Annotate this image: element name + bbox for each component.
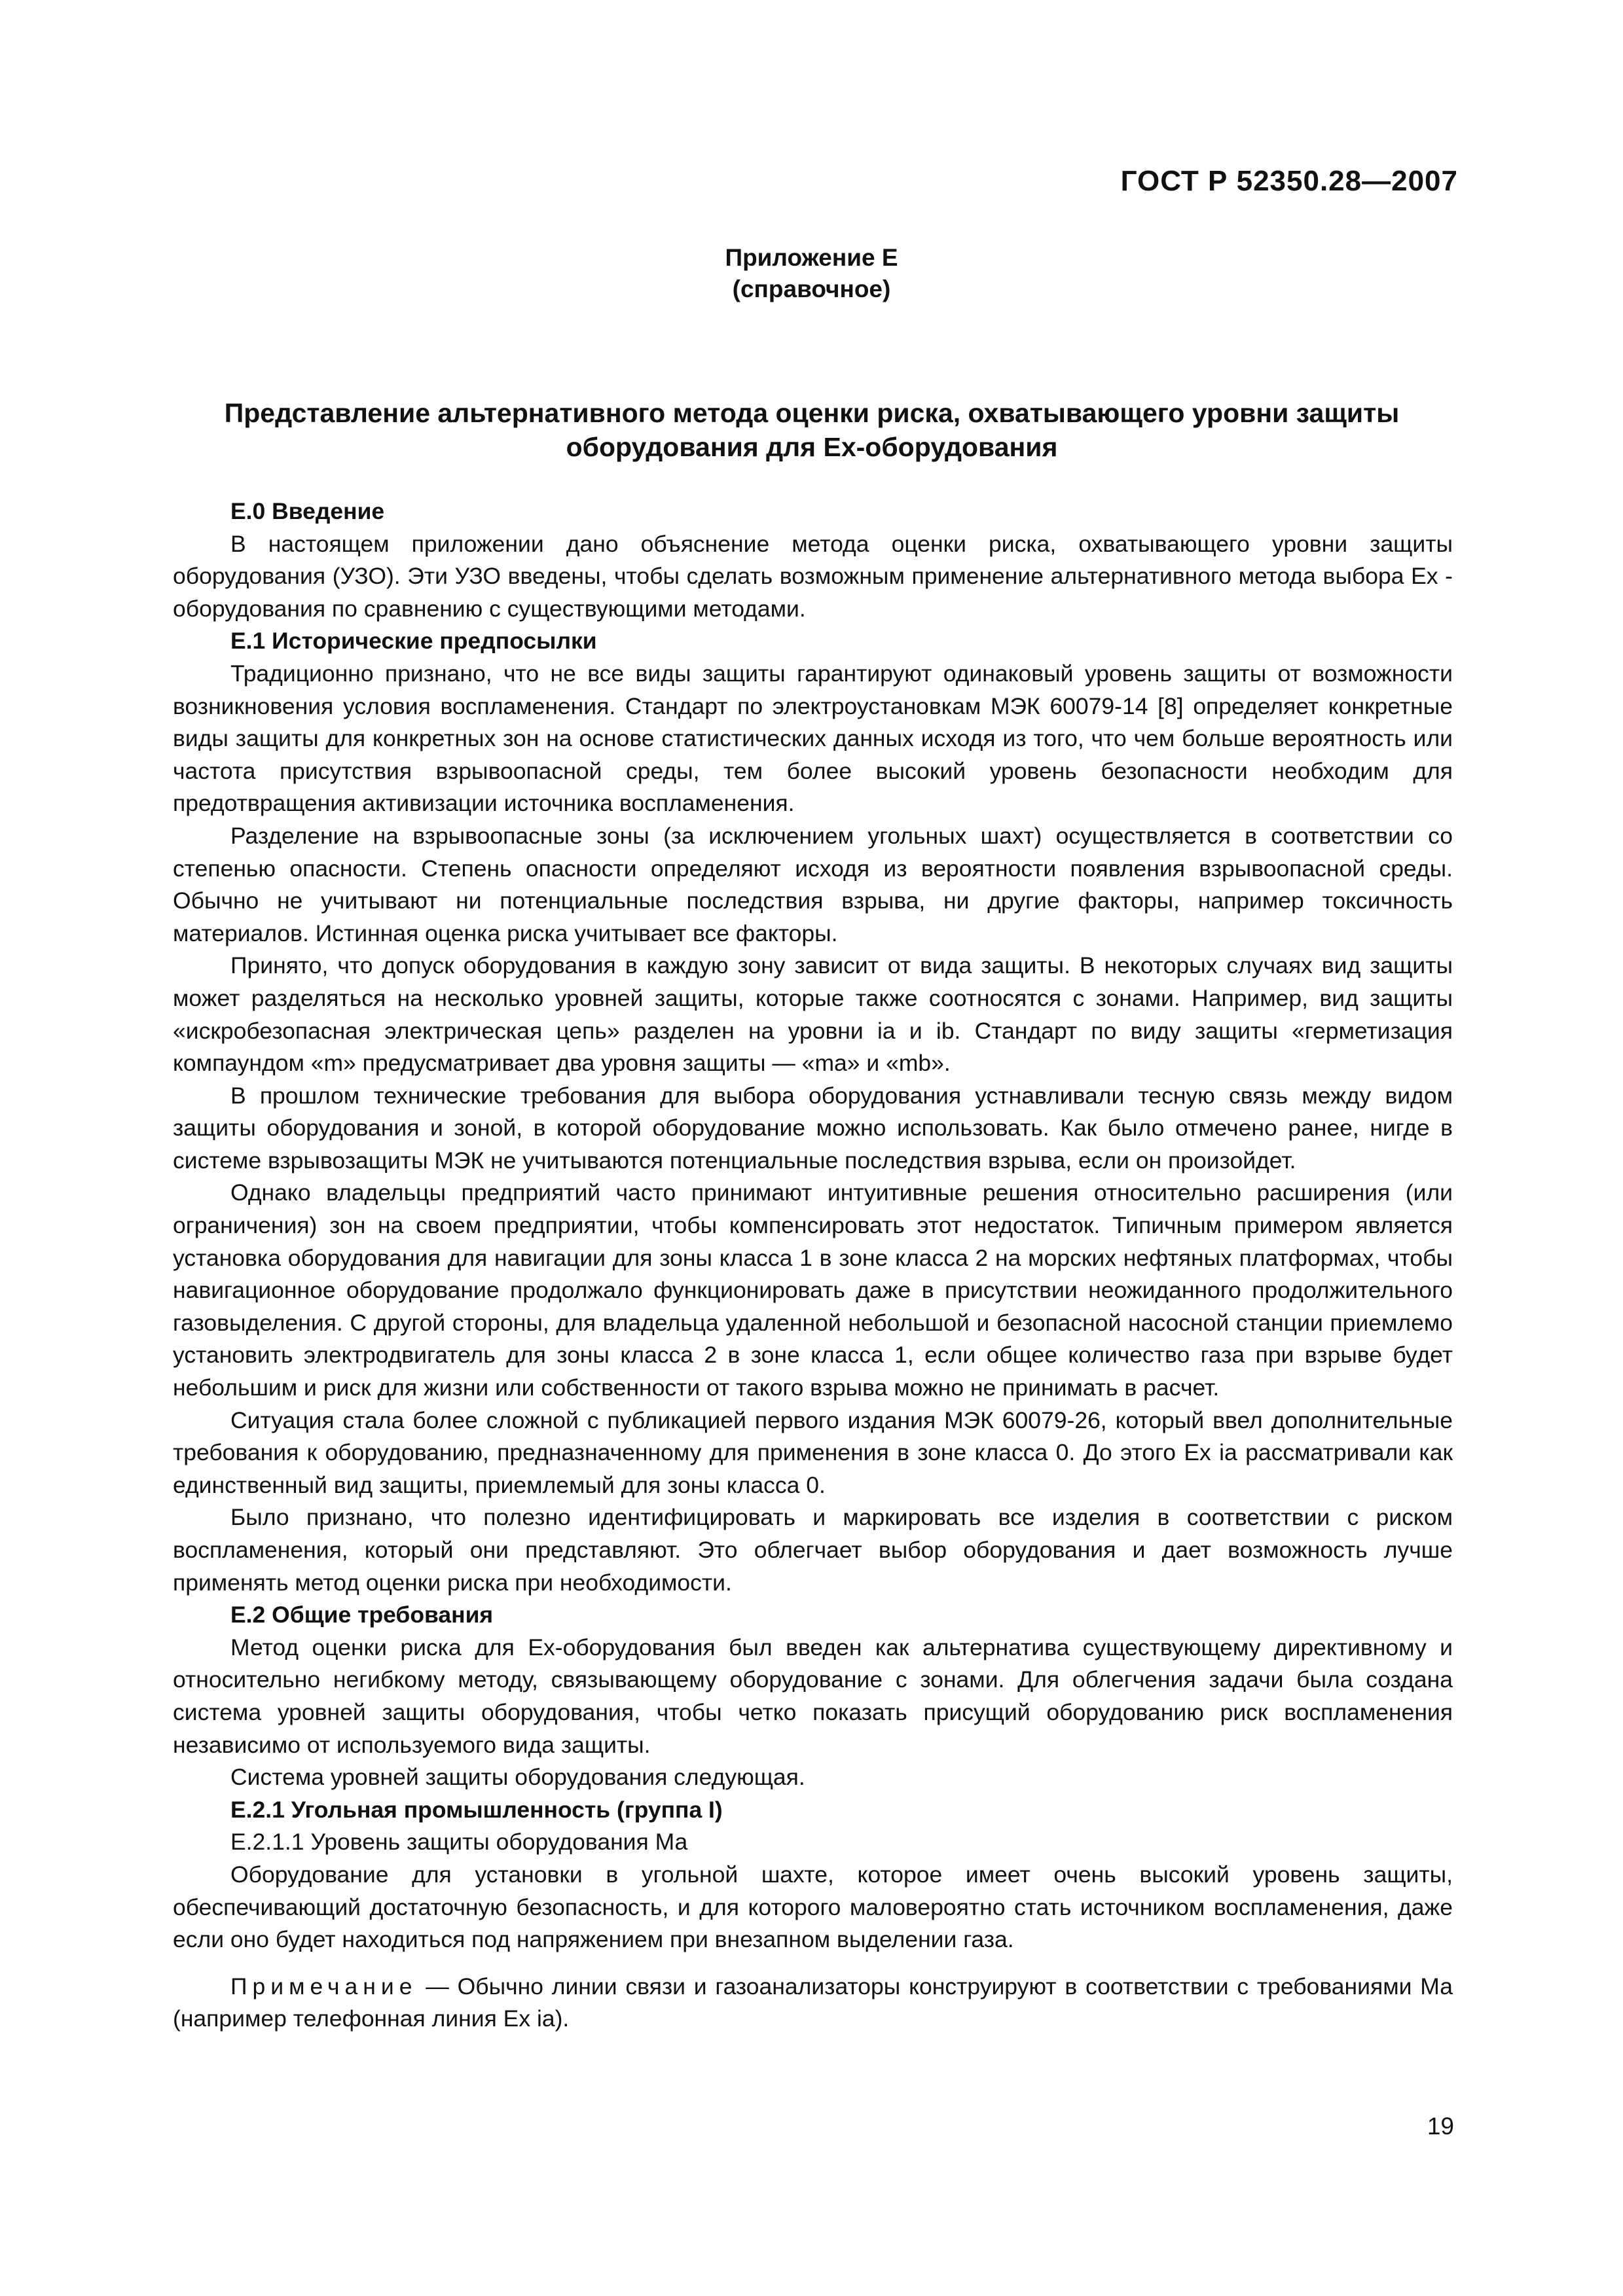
appendix-title-line-1: Представление альтернативного метода оценки риска, охватывающего уровни защиты	[224, 398, 1400, 428]
page-number: 19	[1427, 2113, 1454, 2140]
appendix-title-line-2: оборудования для Ех-оборудования	[566, 432, 1058, 462]
section-heading-e0: Е.0 Введение	[230, 498, 385, 524]
note-text: — Обычно линии связи и газоанализаторы конструируют в соответствии с требованиями Ма (например телефонная линия Ex ia).	[173, 1973, 1453, 2032]
section-heading-e21: Е.2.1 Угольная промышленность (группа I)	[230, 1796, 723, 1823]
paragraph: Было признано, что полезно идентифицировать и маркировать все изделия в соответствии с риском воспламенения, который они представляют. Это облегчает выбор оборудования и дает возможность лучше применять метод оценки риска при необходимости.	[173, 1504, 1453, 1596]
paragraph: Разделение на взрывоопасные зоны (за исключением угольных шахт) осуществляется в соответствии со степенью опасности. Степень опасности определяют исходя из вероятности появления взрывоопасной среды. Обычно не учитывают ни потенциальные последствия взрыва, ни другие факторы, например токсичность материалов. Истинная оценка риска учитывает все факторы.	[173, 822, 1453, 946]
document-code: ГОСТ Р 52350.28—2007	[1120, 165, 1458, 197]
note	[173, 1971, 1453, 2036]
paragraph: Традиционно признано, что не все виды защиты гарантируют одинаковый уровень защиты от возможности возникновения условия воспламенения. Стандарт по электроустановкам МЭК 60079-14 [8] определяет конкретные виды защиты для конкретных зон на основе статистических данных исходя из того, что чем больше вероятность или частота присутствия взрывоопасной среды, тем более высокий уровень безопасности необходим для предотвращения активизации источника воспламенения.	[173, 660, 1453, 817]
appendix-title	[196, 396, 1427, 464]
note-label: Примечание	[230, 1973, 418, 2000]
section-heading-e2: Е.2 Общие требования	[230, 1602, 494, 1628]
document-body	[173, 495, 1453, 2036]
paragraph: Ситуация стала более сложной с публикацией первого издания МЭК 60079-26, который ввел дополнительные требования к оборудованию, предназначенному для применения в зоне класса 0. До этого Ex ia рассматривали как единственный вид защиты, приемлемый для зоны класса 0.	[173, 1407, 1453, 1498]
appendix-type: (справочное)	[732, 276, 891, 302]
paragraph: В прошлом технические требования для выбора оборудования устнавливали тесную связь между видом защиты оборудования и зоной, в которой оборудование можно использовать. Как было отмечено ранее, нигде в системе взрывозащиты МЭК не учитываются потенциальные последствия взрыва, если он произойдет.	[173, 1082, 1453, 1174]
appendix-heading	[0, 242, 1623, 305]
paragraph: Принято, что допуск оборудования в каждую зону зависит от вида защиты. В некоторых случаях вид защиты может разделяться на несколько уровней защиты, которые также соотносятся с зонами. Например, вид защиты «искробезопасная электрическая цепь» разделен на уровни ia и ib. Стандарт по виду защиты «герметизация компаундом «m» предусматривает два уровня защиты — «ma» и «mb».	[173, 952, 1453, 1077]
paragraph: Оборудование для установки в угольной шахте, которое имеет очень высокий уровень защиты, обеспечивающий достаточную безопасность, и для которого маловероятно стать источником воспламенения, даже если оно будет находиться под напряжением при внезапном выделении газа.	[173, 1861, 1453, 1953]
appendix-label: Приложение Е	[725, 244, 898, 271]
section-heading-e1: Е.1 Исторические предпосылки	[230, 628, 597, 655]
paragraph: Метод оценки риска для Ех-оборудования был введен как альтернатива существующему директивному и относительно негибкому методу, связывающему оборудование с зонами. Для облегчения задачи была создана система уровней защиты оборудования, чтобы четко показать присущий оборудованию риск воспламенения независимо от используемого вида защиты.	[173, 1634, 1453, 1758]
paragraph: Однако владельцы предприятий часто принимают интуитивные решения относительно расширения (или ограничения) зон на своем предприятии, чтобы компенсировать этот недостаток. Типичным примером является установка оборудования для навигации для зоны класса 1 в зоне класса 2 на морских нефтяных платформах, чтобы навигационное оборудование продолжало функционировать даже в присутствии неожиданного продолжительного газовыделения. С другой стороны, для владельца удаленной небольшой и безопасной насосной станции приемлемо установить электродвигатель для зоны класса 2 в зоне класса 1, если общее количество газа при взрыве будет небольшим и риск для жизни или собственности от такого взрыва можно не принимать в расчет.	[173, 1179, 1453, 1401]
paragraph: Система уровней защиты оборудования следующая.	[230, 1764, 805, 1791]
paragraph: В настоящем приложении дано объяснение метода оценки риска, охватывающего уровни защиты оборудования (УЗО). Эти УЗО введены, чтобы сделать возможным применение альтернативного метода выбора Ex - оборудования по сравнению с существующими методами.	[173, 530, 1453, 622]
subsection-heading-e211: Е.2.1.1 Уровень защиты оборудования Ма	[230, 1829, 688, 1856]
